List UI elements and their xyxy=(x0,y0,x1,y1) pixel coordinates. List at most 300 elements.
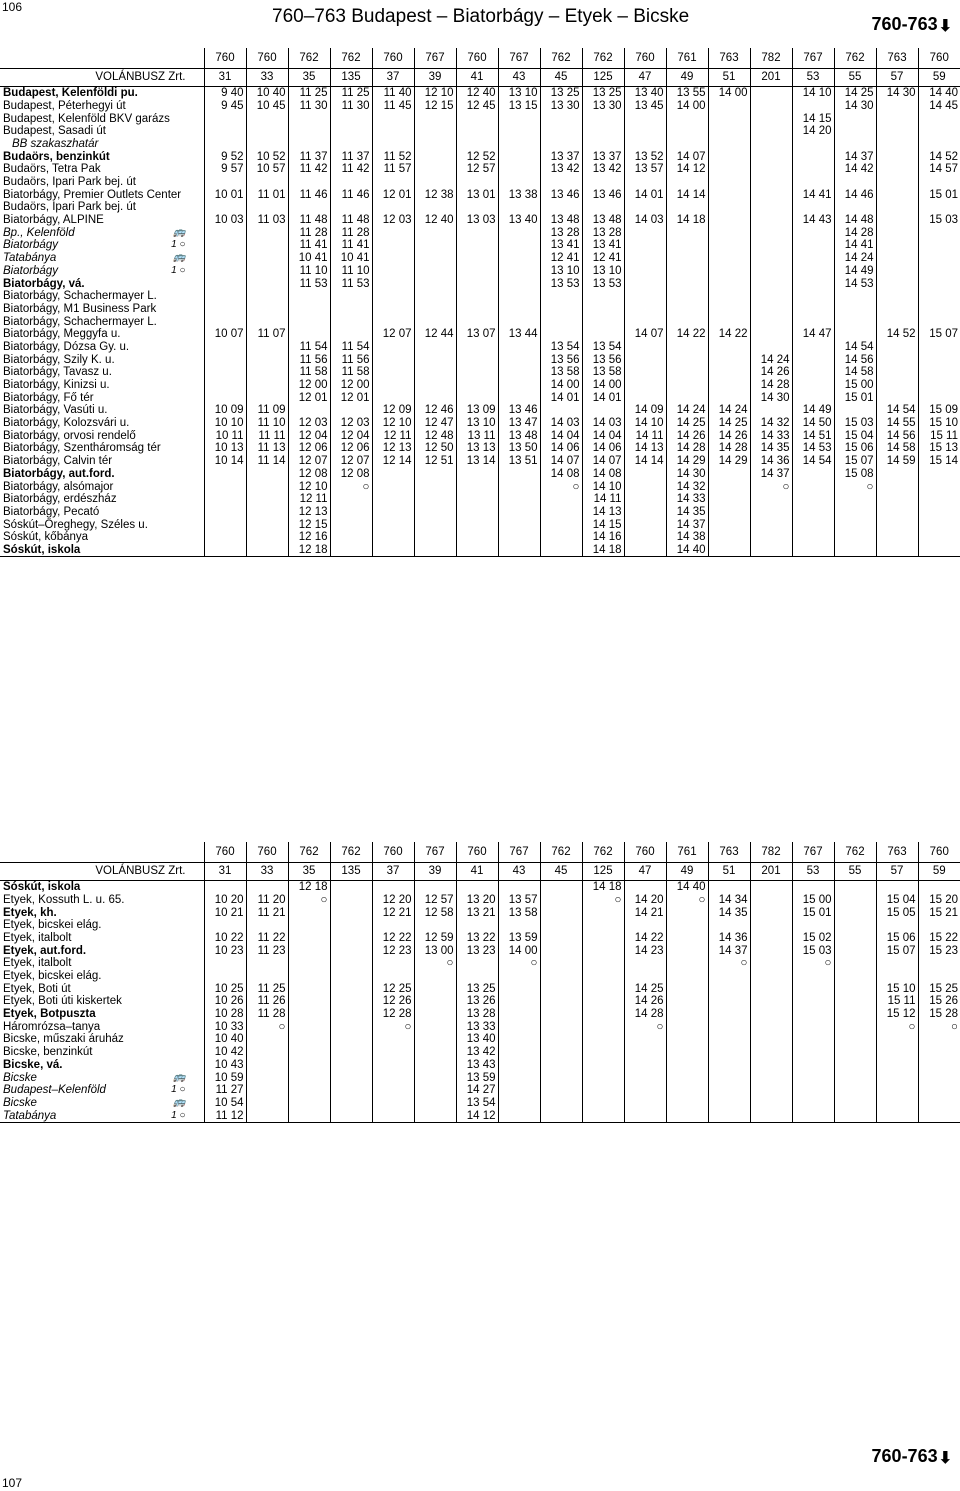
departure-time xyxy=(414,239,456,252)
departure-time xyxy=(750,328,792,341)
table-row xyxy=(0,894,960,907)
table-row xyxy=(0,983,960,996)
departure-time xyxy=(414,506,456,519)
stop-name xyxy=(0,1059,204,1072)
departure-time xyxy=(540,303,582,316)
departure-time xyxy=(666,1033,708,1046)
stop-name xyxy=(0,1021,204,1034)
departure-time: ○ xyxy=(624,1021,666,1034)
departure-time: 13 48 xyxy=(582,214,624,227)
trip-number: 31 xyxy=(204,863,246,881)
departure-time: 13 07 xyxy=(456,328,498,341)
departure-time xyxy=(876,1071,918,1084)
departure-time: 11 25 xyxy=(246,983,288,996)
table-row xyxy=(0,1021,960,1034)
departure-time xyxy=(246,227,288,240)
departure-time: 13 54 xyxy=(582,341,624,354)
departure-time xyxy=(414,112,456,125)
trip-number: 41 xyxy=(456,863,498,881)
departure-time xyxy=(750,112,792,125)
departure-time xyxy=(414,1008,456,1021)
stop-name xyxy=(0,328,204,341)
departure-time: 14 54 xyxy=(834,341,876,354)
departure-time xyxy=(498,1033,540,1046)
departure-time xyxy=(750,138,792,151)
departure-time: ○ xyxy=(708,957,750,970)
departure-time xyxy=(876,227,918,240)
departure-time: 12 23 xyxy=(372,944,414,957)
departure-time: 13 46 xyxy=(582,189,624,202)
departure-time xyxy=(414,227,456,240)
departure-time: 14 30 xyxy=(750,392,792,405)
departure-time: 12 14 xyxy=(372,455,414,468)
departure-time xyxy=(330,1033,372,1046)
departure-time: 11 10 xyxy=(288,265,330,278)
departure-time xyxy=(540,1071,582,1084)
departure-time: 10 03 xyxy=(204,214,246,227)
table-row xyxy=(0,341,960,354)
departure-time xyxy=(498,138,540,151)
operator-name: VOLÁNBUSZ Zrt. xyxy=(0,69,204,87)
table-row xyxy=(0,430,960,443)
departure-time xyxy=(540,1097,582,1110)
line-number: 760 xyxy=(372,48,414,69)
departure-time xyxy=(288,328,330,341)
departure-time xyxy=(456,493,498,506)
departure-time xyxy=(876,531,918,544)
departure-time xyxy=(372,544,414,557)
departure-time xyxy=(246,1071,288,1084)
line-number: 761 xyxy=(666,842,708,863)
departure-time xyxy=(372,353,414,366)
departure-time xyxy=(666,392,708,405)
departure-time xyxy=(414,1033,456,1046)
departure-time xyxy=(330,881,372,894)
departure-time: 11 10 xyxy=(246,417,288,430)
departure-time: 12 08 xyxy=(330,468,372,481)
stop-name xyxy=(0,176,204,189)
departure-time: 14 07 xyxy=(666,150,708,163)
table-row xyxy=(0,163,960,176)
departure-time xyxy=(456,353,498,366)
departure-time xyxy=(876,189,918,202)
stop-label: Bicske, műszaki áruház xyxy=(3,1033,124,1046)
stop-label: Etyek, Kossuth L. u. 65. xyxy=(3,893,125,906)
departure-time xyxy=(414,1097,456,1110)
departure-time: 14 00 xyxy=(582,379,624,392)
departure-time: 13 14 xyxy=(456,455,498,468)
departure-time: 12 52 xyxy=(456,150,498,163)
departure-time xyxy=(204,480,246,493)
departure-time: 15 11 xyxy=(918,430,960,443)
departure-time: 11 30 xyxy=(288,100,330,113)
departure-time xyxy=(666,201,708,214)
departure-time xyxy=(666,379,708,392)
departure-time xyxy=(414,366,456,379)
departure-time: 12 11 xyxy=(288,493,330,506)
page-title: 760–763 Budapest – Biatorbágy – Etyek – Bicske xyxy=(272,6,690,27)
departure-time xyxy=(750,201,792,214)
departure-time xyxy=(750,227,792,240)
departure-time xyxy=(918,201,960,214)
stop-label: Budaörs, benzinkút xyxy=(3,150,110,163)
departure-time xyxy=(792,506,834,519)
stop-label: Budapest–Kelenföld xyxy=(3,1084,106,1097)
departure-time: 13 15 xyxy=(498,100,540,113)
departure-time xyxy=(204,957,246,970)
departure-time xyxy=(708,214,750,227)
departure-time: 10 28 xyxy=(204,1008,246,1021)
table-row xyxy=(0,265,960,278)
departure-time xyxy=(246,970,288,983)
departure-time xyxy=(498,112,540,125)
departure-time xyxy=(330,944,372,957)
departure-time: 14 25 xyxy=(834,87,876,100)
departure-time xyxy=(204,277,246,290)
departure-time xyxy=(330,290,372,303)
departure-time xyxy=(246,493,288,506)
departure-time xyxy=(792,366,834,379)
departure-time: 13 20 xyxy=(456,894,498,907)
departure-time: 14 18 xyxy=(582,544,624,557)
departure-time xyxy=(204,518,246,531)
departure-time xyxy=(876,277,918,290)
stop-label: Etyek, Botpuszta xyxy=(3,1008,96,1021)
trip-number: 201 xyxy=(750,863,792,881)
departure-time: 10 40 xyxy=(204,1033,246,1046)
departure-time: 12 57 xyxy=(456,163,498,176)
departure-time: 15 09 xyxy=(918,404,960,417)
line-number: 760 xyxy=(246,842,288,863)
line-number: 761 xyxy=(666,48,708,69)
stop-label: Bicske xyxy=(3,1096,37,1109)
departure-time xyxy=(750,531,792,544)
departure-time xyxy=(918,315,960,328)
departure-time xyxy=(540,1033,582,1046)
departure-time: 13 57 xyxy=(498,894,540,907)
departure-time: 12 03 xyxy=(372,214,414,227)
stop-name xyxy=(0,277,204,290)
departure-time: 11 21 xyxy=(246,906,288,919)
departure-time: 14 09 xyxy=(624,404,666,417)
departure-time xyxy=(330,1059,372,1072)
departure-time: 10 40 xyxy=(246,87,288,100)
departure-time: 14 46 xyxy=(834,189,876,202)
stop-name xyxy=(0,932,204,945)
departure-time: 15 13 xyxy=(918,442,960,455)
departure-time xyxy=(666,957,708,970)
departure-time xyxy=(750,1084,792,1097)
departure-time xyxy=(330,906,372,919)
departure-time xyxy=(540,531,582,544)
table-row xyxy=(0,531,960,544)
departure-time xyxy=(750,176,792,189)
departure-time xyxy=(498,518,540,531)
transfer-icon: 1 ○ xyxy=(171,1109,186,1121)
departure-time xyxy=(372,201,414,214)
departure-time xyxy=(792,341,834,354)
departure-time: 14 33 xyxy=(666,493,708,506)
departure-time xyxy=(750,932,792,945)
table-row xyxy=(0,214,960,227)
departure-time: 13 56 xyxy=(582,353,624,366)
departure-time: 12 00 xyxy=(330,379,372,392)
departure-time: 14 27 xyxy=(456,1084,498,1097)
departure-time: 15 03 xyxy=(834,417,876,430)
departure-time xyxy=(918,518,960,531)
departure-time xyxy=(330,919,372,932)
departure-time xyxy=(666,983,708,996)
departure-time: 11 30 xyxy=(330,100,372,113)
departure-time: 14 26 xyxy=(624,995,666,1008)
departure-time xyxy=(246,303,288,316)
stop-name xyxy=(0,995,204,1008)
departure-time xyxy=(708,252,750,265)
departure-time xyxy=(834,176,876,189)
departure-time xyxy=(834,1097,876,1110)
departure-time: 14 59 xyxy=(876,455,918,468)
departure-time xyxy=(918,239,960,252)
departure-time xyxy=(708,531,750,544)
departure-time: 11 23 xyxy=(246,944,288,957)
departure-time xyxy=(288,1033,330,1046)
departure-time: 14 36 xyxy=(750,455,792,468)
departure-time xyxy=(330,328,372,341)
departure-time xyxy=(456,919,498,932)
departure-time xyxy=(666,353,708,366)
departure-time: ○ xyxy=(414,957,456,970)
departure-time xyxy=(498,125,540,138)
line-number: 762 xyxy=(288,48,330,69)
line-number: 760 xyxy=(624,842,666,863)
stop-name xyxy=(0,227,204,240)
departure-time xyxy=(246,1046,288,1059)
departure-time xyxy=(792,100,834,113)
stop-label: Biatorbágy, Kinizsi u. xyxy=(3,379,110,392)
departure-time: 11 41 xyxy=(330,239,372,252)
departure-time xyxy=(288,1084,330,1097)
departure-time: 10 23 xyxy=(204,944,246,957)
departure-time xyxy=(456,544,498,557)
departure-time: 12 07 xyxy=(372,328,414,341)
departure-time xyxy=(414,277,456,290)
departure-time xyxy=(414,252,456,265)
departure-time xyxy=(750,1008,792,1021)
departure-time: 12 51 xyxy=(414,455,456,468)
departure-time: 15 25 xyxy=(918,983,960,996)
departure-time: 13 41 xyxy=(540,239,582,252)
departure-time: 11 10 xyxy=(330,265,372,278)
departure-time xyxy=(666,303,708,316)
departure-time xyxy=(330,932,372,945)
departure-time xyxy=(204,315,246,328)
departure-time xyxy=(834,1059,876,1072)
stop-label: Biatorbágy, ALPINE xyxy=(3,214,104,227)
departure-time xyxy=(204,379,246,392)
departure-time: 14 25 xyxy=(666,417,708,430)
departure-time xyxy=(708,341,750,354)
departure-time xyxy=(792,468,834,481)
departure-time xyxy=(498,265,540,278)
departure-time: 11 48 xyxy=(288,214,330,227)
departure-time: 15 20 xyxy=(918,894,960,907)
departure-time xyxy=(624,290,666,303)
stop-name xyxy=(0,341,204,354)
departure-time xyxy=(834,1033,876,1046)
departure-time: 12 01 xyxy=(372,189,414,202)
stop-name xyxy=(0,1033,204,1046)
departure-time xyxy=(624,303,666,316)
departure-time xyxy=(666,919,708,932)
departure-time xyxy=(876,919,918,932)
departure-time: 11 52 xyxy=(372,150,414,163)
departure-time: 13 25 xyxy=(540,87,582,100)
departure-time xyxy=(582,983,624,996)
departure-time xyxy=(582,1021,624,1034)
departure-time: 13 25 xyxy=(582,87,624,100)
table-row xyxy=(0,455,960,468)
table-row xyxy=(0,518,960,531)
transfer-icon: 🚌 xyxy=(173,226,186,238)
departure-time xyxy=(876,353,918,366)
departure-time: 15 26 xyxy=(918,995,960,1008)
departure-time xyxy=(834,404,876,417)
stop-name xyxy=(0,315,204,328)
transfer-icon: 1 ○ xyxy=(171,239,186,251)
departure-time: 14 51 xyxy=(792,430,834,443)
departure-time xyxy=(414,341,456,354)
departure-time: 13 54 xyxy=(456,1097,498,1110)
departure-time xyxy=(708,239,750,252)
departure-time xyxy=(708,379,750,392)
departure-time xyxy=(750,404,792,417)
departure-time xyxy=(708,518,750,531)
departure-time xyxy=(456,252,498,265)
departure-time: ○ xyxy=(750,480,792,493)
departure-time xyxy=(876,176,918,189)
departure-time: 15 22 xyxy=(918,932,960,945)
departure-time: 13 54 xyxy=(540,341,582,354)
departure-time xyxy=(414,290,456,303)
departure-time xyxy=(582,1097,624,1110)
departure-time: 15 01 xyxy=(792,906,834,919)
departure-time: 13 10 xyxy=(540,265,582,278)
departure-time xyxy=(708,112,750,125)
trip-number: 39 xyxy=(414,69,456,87)
line-number: 760 xyxy=(918,48,960,69)
departure-time xyxy=(792,1008,834,1021)
departure-time xyxy=(540,1084,582,1097)
departure-time xyxy=(330,315,372,328)
departure-time: 14 03 xyxy=(582,417,624,430)
departure-time: 12 38 xyxy=(414,189,456,202)
departure-time xyxy=(792,201,834,214)
departure-time xyxy=(876,506,918,519)
departure-time: 13 58 xyxy=(582,366,624,379)
departure-time xyxy=(666,315,708,328)
departure-time xyxy=(246,468,288,481)
stop-name xyxy=(0,480,204,493)
departure-time: 10 59 xyxy=(204,1071,246,1084)
departure-time: 13 10 xyxy=(498,87,540,100)
departure-time xyxy=(246,1059,288,1072)
departure-time xyxy=(582,970,624,983)
departure-time: 14 22 xyxy=(708,328,750,341)
departure-time xyxy=(582,125,624,138)
trip-number: 59 xyxy=(918,69,960,87)
departure-time xyxy=(750,214,792,227)
departure-time xyxy=(540,944,582,957)
departure-time xyxy=(498,150,540,163)
departure-time xyxy=(456,480,498,493)
departure-time xyxy=(834,1109,876,1122)
departure-time xyxy=(414,970,456,983)
table-row xyxy=(0,1046,960,1059)
departure-time: 15 03 xyxy=(918,214,960,227)
table-row xyxy=(0,404,960,417)
departure-time: 11 56 xyxy=(330,353,372,366)
departure-time: 12 26 xyxy=(372,995,414,1008)
departure-time xyxy=(792,480,834,493)
departure-time xyxy=(666,1109,708,1122)
departure-time: 14 30 xyxy=(666,468,708,481)
timetable-lower xyxy=(0,842,960,1123)
departure-time xyxy=(540,315,582,328)
table-row xyxy=(0,932,960,945)
departure-time xyxy=(498,277,540,290)
departure-time xyxy=(750,983,792,996)
stop-name xyxy=(0,957,204,970)
trip-number-row xyxy=(0,863,960,881)
departure-time: 11 28 xyxy=(246,1008,288,1021)
departure-time: 13 13 xyxy=(456,442,498,455)
stop-label: Biatorbágy, Fő tér xyxy=(3,391,94,404)
departure-time xyxy=(414,138,456,151)
departure-time xyxy=(330,493,372,506)
departure-time: 10 20 xyxy=(204,894,246,907)
departure-time xyxy=(792,531,834,544)
trip-number: 55 xyxy=(834,69,876,87)
stop-label: Sóskút–Őreghegy, Széles u. xyxy=(3,518,148,531)
departure-time: 11 25 xyxy=(288,87,330,100)
departure-time: 13 00 xyxy=(414,944,456,957)
departure-time xyxy=(834,919,876,932)
departure-time xyxy=(456,239,498,252)
departure-time: 14 58 xyxy=(876,442,918,455)
departure-time: 12 06 xyxy=(288,442,330,455)
departure-time: 14 54 xyxy=(876,404,918,417)
departure-time xyxy=(204,544,246,557)
stop-name xyxy=(0,544,204,557)
departure-time: 9 45 xyxy=(204,100,246,113)
departure-time xyxy=(288,290,330,303)
departure-time xyxy=(750,493,792,506)
departure-time xyxy=(876,112,918,125)
departure-time xyxy=(288,944,330,957)
departure-time xyxy=(498,252,540,265)
stop-name xyxy=(0,125,204,138)
departure-time xyxy=(498,1109,540,1122)
departure-time xyxy=(372,506,414,519)
departure-time: 15 01 xyxy=(918,189,960,202)
departure-time xyxy=(624,518,666,531)
departure-time: 14 34 xyxy=(708,894,750,907)
departure-time: 14 24 xyxy=(834,252,876,265)
departure-time xyxy=(372,1084,414,1097)
departure-time xyxy=(414,1059,456,1072)
departure-time: 14 15 xyxy=(582,518,624,531)
departure-time xyxy=(666,1046,708,1059)
